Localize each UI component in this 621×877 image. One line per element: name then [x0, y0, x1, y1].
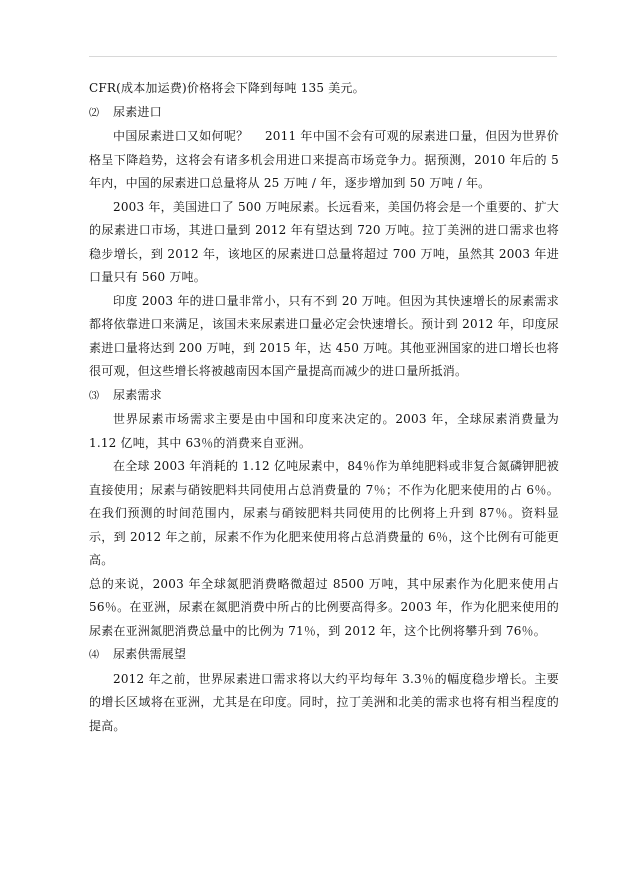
- header-rule: [89, 56, 557, 57]
- section-heading-import: [89, 101, 559, 126]
- paragraph: 世界尿素市场需求主要是由中国和印度来决定的。2003 年，全球尿素消费量为 1.12 亿吨，其中 63％的消费来自亚洲。: [89, 412, 559, 450]
- paragraph: 印度 2003 年的进口量非常小，只有不到 20 万吨。但因为其快速增长的尿素需求都将依靠进口来满足，该国未来尿素进口量必定会快速增长。预计到 2012 年，印度尿素进口量将达到 200 万吨，到 2015 年，达 450 万吨。其他亚洲国家的进口增长也将很可观，但这些增长将被越南因本国产量提高而减少的进口量所抵消。: [89, 293, 559, 378]
- paragraph: 在全球 2003 年消耗的 1.12 亿吨尿素中，84％作为单纯肥料或非复合氮磷钾肥被直接使用；尿素与硝铵肥料共同使用占总消费量的 7％；不作为化肥来使用的占 6％。在我们预测的时间范围内，尿素与硝铵肥料共同使用的比例将上升到 87％。资料显示，到 2012 年之前，尿素不作为化肥来使用将占总消费量的 6％，这个比例有可能更高。: [89, 459, 559, 567]
- paragraph: CFR(成本加运费)价格将会下降到每吨 135 美元。: [89, 81, 365, 95]
- paragraph: 2003 年，美国进口了 500 万吨尿素。长远看来，美国仍将会是一个重要的、扩大的尿素进口市场，其进口量到 2012 年有望达到 720 万吨。拉丁美洲的进口需求也将稳步增长，到 2012 年，该地区的尿素进口总量将超过 700 万吨，虽然其 2003 年进口量只有 560 万吨。: [89, 199, 559, 284]
- paragraph: 中国尿素进口又如何呢？ 2011 年中国不会有可观的尿素进口量，但因为世界价格呈下降趋势，这将会有诸多机会用进口来提高市场竞争力。据预测，2010 年后的 5 年内，中国的尿素进口总量将从 25 万吨 / 年，逐步增加到 50 万吨 / 年。: [89, 129, 559, 190]
- section-number: ⑵: [89, 107, 100, 119]
- section-heading-demand: [89, 384, 559, 409]
- section-heading-outlook: [89, 643, 559, 668]
- section-number: ⑷: [89, 650, 100, 661]
- paragraph: 总的来说，2003 年全球氮肥消费略微超过 8500 万吨，其中尿素作为化肥来使用占 56％。在亚洲，尿素在氮肥消费中所占的比例要高得多。2003 年，作为化肥来使用的尿素在亚洲氮肥消费总量中的比例为 71％，到 2012 年，这个比例将攀升到 76％。: [89, 576, 559, 638]
- paragraph: 2012 年之前，世界尿素进口需求将以大约平均每年 3.3％的幅度稳步增长。主要的增长区域将在亚洲，尤其是在印度。同时，拉丁美洲和北美的需求也将有相当程度的提高。: [89, 671, 559, 733]
- section-title: 尿素进口: [113, 104, 162, 119]
- section-title: 尿素供需展望: [113, 647, 187, 661]
- section-title: 尿素需求: [113, 387, 162, 402]
- section-number: ⑶: [89, 390, 100, 402]
- document-body: [89, 77, 559, 738]
